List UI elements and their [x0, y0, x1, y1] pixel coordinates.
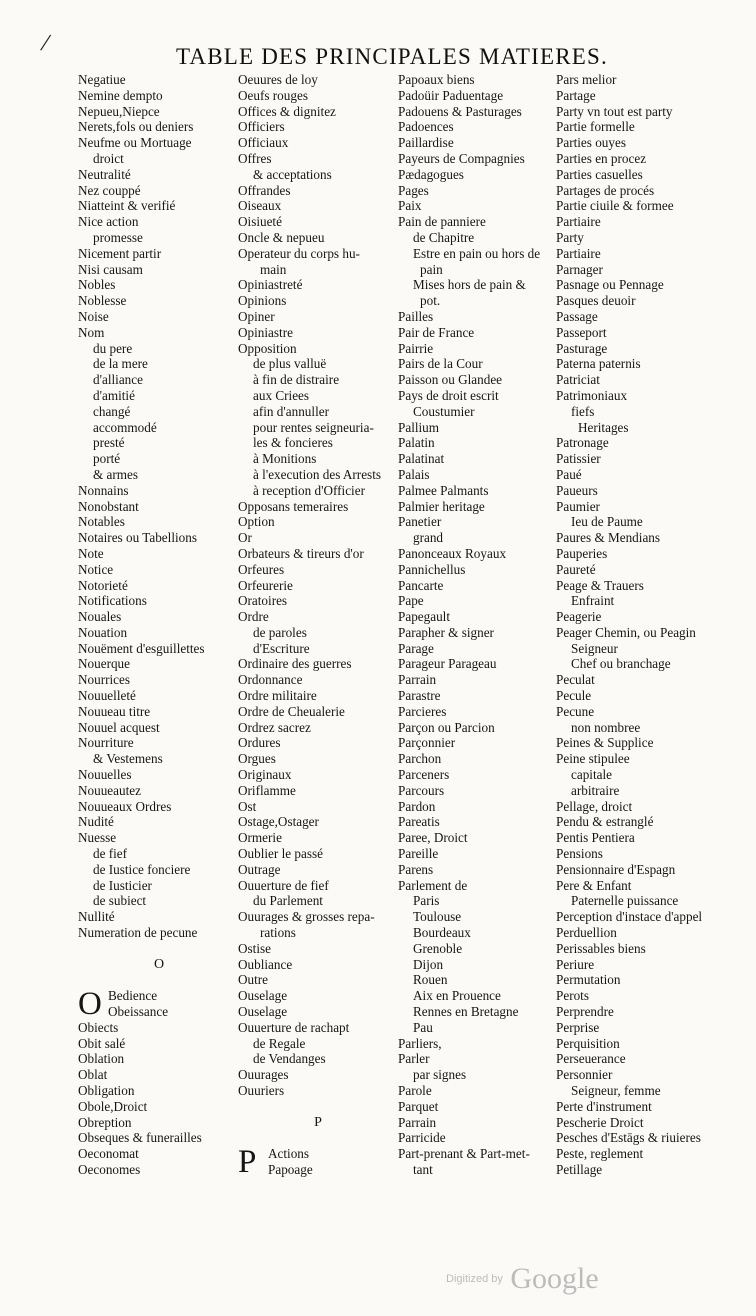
index-entry: Ouuerture de fief — [238, 877, 329, 893]
index-entry: Pesches d'Estāgs & riuieres — [556, 1130, 701, 1146]
index-entry: Papegault — [398, 609, 451, 625]
index-subentry: Coustumier — [413, 403, 475, 419]
index-subentry: capitale — [571, 767, 612, 783]
index-entry: Pars melior — [556, 72, 617, 87]
index-subentry: droict — [93, 150, 124, 166]
index-entry: Paix — [398, 198, 422, 214]
index-entry: Perception d'instace d'appel — [556, 909, 703, 925]
index-entry: Nonobstant — [78, 498, 139, 514]
index-entry: Passage — [556, 308, 598, 324]
index-entry: Partie ciuile & formee — [556, 198, 674, 214]
index-entry: Parricide — [398, 1130, 446, 1146]
index-entry: Ordures — [238, 735, 281, 751]
index-entry: Opiner — [238, 308, 275, 324]
index-entry: Notaires ou Tabellions — [78, 530, 197, 546]
index-subentry: grand — [413, 530, 444, 546]
index-column-4 — [556, 72, 736, 1178]
index-entry: Patrimoniaux — [556, 387, 628, 403]
index-entry: Parens — [398, 861, 434, 877]
spacer — [78, 972, 240, 988]
index-entry: Parquet — [398, 1098, 439, 1114]
index-entry: Ordre — [238, 609, 269, 625]
index-entry: Outrage — [238, 861, 281, 877]
index-entry: Padouens & Pasturages — [398, 103, 522, 119]
index-entry: Palmier heritage — [398, 498, 485, 514]
index-entry: Pape — [398, 593, 424, 609]
index-subentry: Enfraint — [571, 593, 615, 609]
index-entry: Pasturage — [556, 340, 608, 356]
index-entry: Nom — [78, 324, 105, 340]
index-entry: Pays de droit escrit — [398, 387, 499, 403]
index-entry: Pescherie Droict — [556, 1114, 644, 1130]
index-subentry: & Vestemens — [93, 751, 163, 767]
index-subentry: & acceptations — [253, 166, 332, 182]
index-subentry: Estre en pain ou hors de — [413, 245, 541, 261]
index-entry: Offres — [238, 150, 272, 166]
index-entry: Perots — [556, 988, 589, 1004]
index-entry: Ouselage — [238, 1004, 288, 1020]
index-subentry: Paternelle puissance — [571, 893, 679, 909]
index-entry: Obole,Droict — [78, 1098, 148, 1114]
index-entry: Ormerie — [238, 830, 282, 846]
index-column-1 — [78, 72, 240, 1178]
section-letter: O — [153, 956, 165, 972]
digitization-watermark — [446, 1262, 599, 1296]
index-entry: Obiects — [78, 1019, 119, 1035]
index-column-2 — [238, 72, 398, 1181]
index-entry: Partiaire — [556, 214, 601, 230]
index-entry: Ouselage — [238, 988, 288, 1004]
index-entry: Nouerque — [78, 656, 130, 672]
index-entry: Ordre militaire — [238, 688, 317, 704]
index-entry: Party vn tout est party — [556, 103, 673, 119]
index-subentry: tant — [413, 1161, 433, 1177]
index-entry: Opposans temeraires — [238, 498, 349, 514]
index-entry: Pages — [398, 182, 429, 198]
index-subentry: Rennes en Bretagne — [413, 1004, 519, 1020]
index-entry — [78, 1004, 240, 1020]
index-entry: Option — [238, 514, 275, 530]
index-entry: Perseuerance — [556, 1051, 626, 1067]
index-entry: Parastre — [398, 688, 441, 704]
index-entry: Perprise — [556, 1019, 600, 1035]
index-entry: Ost — [238, 798, 257, 814]
index-subentry: Rouen — [413, 972, 448, 988]
index-entry: Part-prenant & Part-met- — [398, 1146, 530, 1162]
index-subentry: porté — [93, 451, 121, 467]
index-entry: Palais — [398, 466, 430, 482]
index-entry: Padoüir Paduentage — [398, 87, 504, 103]
spacer — [78, 941, 240, 957]
index-entry: Papoaux biens — [398, 72, 475, 87]
index-entry: Nicement partir — [78, 245, 162, 261]
index-entry: Opposition — [238, 340, 297, 356]
index-entry: Obseques & funerailles — [78, 1130, 202, 1146]
index-entry: Oblation — [78, 1051, 125, 1067]
index-entry: Ordrez sacrez — [238, 719, 311, 735]
index-entry: Pecune — [556, 703, 595, 719]
index-entry: Oeconomat — [78, 1146, 139, 1162]
index-entry: Paures & Mendians — [556, 530, 661, 546]
index-entry: Pædagogues — [398, 166, 464, 182]
index-entry: Pentis Pentiera — [556, 830, 635, 846]
index-subentry: Dijon — [413, 956, 444, 972]
index-entry: Pairrie — [398, 340, 434, 356]
index-subentry: Paris — [413, 893, 440, 909]
index-entry: Pecule — [556, 688, 592, 704]
index-entry-text: Papoage — [268, 1161, 313, 1177]
spacer — [238, 1099, 398, 1115]
index-entry: Nourrices — [78, 672, 130, 688]
index-entry: Payeurs de Compagnies — [398, 150, 525, 166]
index-subentry: d'amitié — [93, 387, 135, 403]
index-subentry: accommodé — [93, 419, 157, 435]
index-entry: Opiniastre — [238, 324, 293, 340]
index-entry: Nonnains — [78, 482, 129, 498]
index-entry: Nouueaux Ordres — [78, 798, 172, 814]
index-subentry: Ieu de Paume — [571, 514, 643, 530]
index-subentry: fiefs — [571, 403, 595, 419]
index-entry: Nerets,fols ou deniers — [78, 119, 194, 135]
index-subentry: Seigneur, femme — [571, 1083, 661, 1098]
index-entry: Nouueau titre — [78, 703, 151, 719]
index-entry: Peagerie — [556, 609, 602, 625]
index-entry: Patronage — [556, 435, 609, 451]
index-entry: Oublier le passé — [238, 846, 323, 862]
index-entry: Ostage,Ostager — [238, 814, 319, 830]
index-entry: Oriflamme — [238, 782, 296, 798]
index-entry: Outre — [238, 972, 269, 988]
index-entry: Ordinaire des guerres — [238, 656, 352, 672]
index-subentry: à l'execution des Arrests — [253, 466, 381, 482]
watermark-by: Digitized by — [446, 1273, 503, 1285]
index-entry: Offices & dignitez — [238, 103, 336, 119]
page-title: TABLE DES PRINCIPALES MATIERES. — [176, 44, 608, 69]
index-entry: Paree, Droict — [398, 830, 468, 846]
index-subentry: Seigneur — [571, 640, 618, 656]
index-entry: Parceners — [398, 767, 450, 783]
index-subentry: les & foncieres — [253, 435, 333, 451]
index-entry: Patissier — [556, 451, 601, 467]
index-entry: Paué — [556, 466, 582, 482]
index-subentry: de Iustice fonciere — [93, 861, 191, 877]
watermark-brand: Google — [510, 1262, 599, 1295]
index-entry — [238, 1162, 398, 1178]
index-entry: Perprendre — [556, 1004, 614, 1020]
index-subentry: de plus valluë — [253, 356, 327, 372]
index-subentry: du Parlement — [253, 893, 323, 909]
index-entry-text: Bedience — [108, 988, 158, 1004]
index-subentry: Pau — [413, 1019, 433, 1035]
index-entry: Parageur Parageau — [398, 656, 497, 672]
index-entry: Offrandes — [238, 182, 291, 198]
index-entry: Ouurages & grosses repa- — [238, 909, 375, 925]
index-entry: Neufme ou Mortuage — [78, 135, 192, 151]
index-entry: Peage & Trauers — [556, 577, 644, 593]
index-subentry: & armes — [93, 466, 139, 482]
index-entry: Nouueautez — [78, 782, 141, 798]
index-subentry: Heritages — [578, 419, 629, 435]
index-entry: Periure — [556, 956, 595, 972]
index-entry: Nez couppé — [78, 182, 141, 198]
corner-mark: / — [38, 27, 53, 58]
index-entry: Pasnage ou Pennage — [556, 277, 664, 293]
index-entry: Palatin — [398, 435, 435, 451]
index-entry: Paisson ou Glandee — [398, 372, 503, 388]
index-entry: Ouurages — [238, 1067, 289, 1083]
index-entry: Pairs de la Cour — [398, 356, 483, 372]
drop-cap-initial: O — [78, 986, 102, 1023]
index-entry: Palatinat — [398, 451, 445, 467]
index-entry: Partages de procés — [556, 182, 655, 198]
index-entry: Pareatis — [398, 814, 440, 830]
index-entry: Nourriture — [78, 735, 134, 751]
index-entry: Padoences — [398, 119, 454, 135]
index-entry: Paureté — [556, 561, 596, 577]
index-entry: Panetier — [398, 514, 442, 530]
index-subentry: de Chapitre — [413, 229, 475, 245]
drop-cap-initial: P — [238, 1144, 257, 1181]
index-entry: Ouuriers — [238, 1083, 285, 1098]
index-subentry: rations — [260, 925, 296, 941]
index-entry: Paterna paternis — [556, 356, 641, 372]
index-entry: Nouales — [78, 609, 122, 625]
index-entry: Nuesse — [78, 830, 117, 846]
index-entry: Notifications — [78, 593, 147, 609]
index-entry: Perquisition — [556, 1035, 620, 1051]
index-entry: Parler — [398, 1051, 430, 1067]
index-entry: Niatteint & verifié — [78, 198, 176, 214]
index-entry: Parties en procez — [556, 150, 647, 166]
index-entry: Ostise — [238, 940, 271, 956]
index-subentry: d'Escriture — [253, 640, 310, 656]
index-subentry: pain — [420, 261, 443, 277]
index-entry: Perte d'instrument — [556, 1098, 652, 1114]
index-entry: Pallium — [398, 419, 440, 435]
index-entry: Oncle & nepueu — [238, 229, 325, 245]
index-entry: Partiaire — [556, 245, 601, 261]
index-entry: Perduellion — [556, 925, 617, 941]
index-entry-text: Obeissance — [108, 1004, 169, 1020]
index-entry: Patriciat — [556, 372, 600, 388]
index-subentry: de Vendanges — [253, 1051, 326, 1067]
index-entry: Pain de panniere — [398, 214, 486, 230]
index-entry: Parçonnier — [398, 735, 456, 751]
index-entry: Pailles — [398, 308, 434, 324]
index-entry: Peste, reglement — [556, 1146, 644, 1162]
index-entry: Orfeurerie — [238, 577, 293, 593]
index-subentry: Grenoble — [413, 940, 463, 956]
index-subentry: à reception d'Officier — [253, 482, 365, 498]
index-entry: Oiseaux — [238, 198, 282, 214]
index-subentry: promesse — [93, 229, 143, 245]
index-entry: Officiers — [238, 119, 285, 135]
index-entry: Pere & Enfant — [556, 877, 632, 893]
index-subentry: de paroles — [253, 624, 307, 640]
index-entry: Nouuelleté — [78, 688, 136, 704]
index-entry: Notables — [78, 514, 125, 530]
index-subentry: Bourdeaux — [413, 925, 471, 941]
index-entry: Ouuerture de rachapt — [238, 1019, 350, 1035]
index-entry: Obreption — [78, 1114, 132, 1130]
index-subentry: Aix en Prouence — [413, 988, 501, 1004]
index-entry: Oratoires — [238, 593, 288, 609]
index-entry: Parliers, — [398, 1035, 442, 1051]
index-entry: Notorieté — [78, 577, 128, 593]
index-entry: Parnager — [556, 261, 603, 277]
index-entry: Partie formelle — [556, 119, 635, 135]
index-subentry: de la mere — [93, 356, 148, 372]
index-entry: Parlement de — [398, 877, 468, 893]
index-entry: Peines & Supplice — [556, 735, 654, 751]
index-entry: Operateur du corps hu- — [238, 245, 360, 261]
index-entry: Pensionnaire d'Espagn — [556, 861, 676, 877]
index-entry: Parrain — [398, 1114, 437, 1130]
index-entry: Numeration de pecune — [78, 925, 198, 941]
index-subentry: arbitraire — [571, 782, 620, 798]
index-entry: Oubliance — [238, 956, 293, 972]
index-entry: Parchon — [398, 751, 442, 767]
index-entry: Parties ouyes — [556, 135, 626, 151]
index-entry: Nepueu,Niepce — [78, 103, 160, 119]
index-subentry: à fin de distraire — [253, 372, 340, 388]
index-subentry: aux Criees — [253, 387, 310, 403]
index-entry: Obit salé — [78, 1035, 126, 1051]
index-entry: Nisi causam — [78, 261, 143, 277]
index-entry: Officiaux — [238, 135, 289, 151]
index-subentry: presté — [93, 435, 125, 451]
index-subentry: main — [260, 261, 287, 277]
index-entry: Permutation — [556, 972, 621, 988]
index-entry: Nouuel acquest — [78, 719, 160, 735]
index-entry: Parage — [398, 640, 434, 656]
index-subentry: de Regale — [253, 1035, 306, 1051]
section-letter: P — [314, 1114, 322, 1130]
index-entry: Peine stipulee — [556, 751, 630, 767]
index-subentry: à Monitions — [253, 451, 317, 467]
index-entry: Nouation — [78, 624, 128, 640]
index-subentry: pot. — [420, 293, 441, 309]
index-entry: Parcours — [398, 782, 445, 798]
index-entry: Pasques deuoir — [556, 293, 636, 309]
index-entry: Nouëment d'esguillettes — [78, 640, 205, 656]
index-subentry: d'alliance — [93, 372, 143, 388]
index-entry: Oisiueté — [238, 214, 282, 230]
index-subentry: pour rentes seigneuria- — [253, 419, 374, 435]
index-entry: Parcieres — [398, 703, 447, 719]
index-entry: Peager Chemin, ou Peagin — [556, 624, 696, 640]
index-entry: Partage — [556, 87, 596, 103]
index-entry: Pareille — [398, 846, 439, 862]
index-subentry: non nombree — [571, 719, 641, 735]
index-entry: Noise — [78, 308, 109, 324]
index-entry: Oeconomes — [78, 1161, 141, 1177]
index-entry: Panonceaux Royaux — [398, 545, 507, 561]
index-subentry: changé — [93, 403, 131, 419]
index-column-3 — [398, 72, 556, 1178]
index-entry: Parapher & signer — [398, 624, 494, 640]
index-entry: Noblesse — [78, 293, 127, 309]
index-entry-text: Actions — [268, 1146, 310, 1162]
index-entry: Parçon ou Parcion — [398, 719, 495, 735]
index-entry: Orgues — [238, 751, 276, 767]
index-entry: Originaux — [238, 767, 292, 783]
index-subentry: par signes — [413, 1067, 467, 1083]
index-entry: Notice — [78, 561, 114, 577]
index-entry: Party — [556, 229, 584, 245]
index-entry: Orbateurs & tireurs d'or — [238, 545, 364, 561]
index-entry: Nouuelles — [78, 767, 132, 783]
index-entry: Peculat — [556, 672, 595, 688]
index-entry: Note — [78, 545, 104, 561]
index-entry: Oblat — [78, 1067, 108, 1083]
index-entry: Or — [238, 530, 252, 546]
index-entry: Paueurs — [556, 482, 598, 498]
index-entry: Perissables biens — [556, 940, 646, 956]
index-entry: Oeuures de loy — [238, 72, 318, 87]
index-entry: Ordonnance — [238, 672, 303, 688]
index-subentry: de fief — [93, 846, 128, 862]
index-entry: Nudité — [78, 814, 114, 830]
index-entry: Parole — [398, 1083, 432, 1098]
index-entry: Oeufs rouges — [238, 87, 308, 103]
index-entry: Nobles — [78, 277, 116, 293]
index-entry: Pellage, droict — [556, 798, 633, 814]
index-entry: Pancarte — [398, 577, 444, 593]
index-entry: Pair de France — [398, 324, 475, 340]
index-subentry: afin d'annuller — [253, 403, 329, 419]
index-subentry: Mises hors de pain & — [413, 277, 526, 293]
index-entry: Negatiue — [78, 72, 126, 87]
index-subentry: Toulouse — [413, 909, 462, 925]
index-entry: Opinions — [238, 293, 287, 309]
index-entry: Petillage — [556, 1161, 603, 1177]
index-entry: Passeport — [556, 324, 607, 340]
index-subentry: du pere — [93, 340, 133, 356]
index-entry: Pendu & estranglé — [556, 814, 654, 830]
index-entry: Pannichellus — [398, 561, 466, 577]
index-entry: Palmee Palmants — [398, 482, 489, 498]
spacer — [238, 1130, 398, 1146]
index-subentry: Chef ou branchage — [571, 656, 671, 672]
index-entry: Pauperies — [556, 545, 608, 561]
index-entry: Pardon — [398, 798, 436, 814]
index-subentry: de subiect — [93, 893, 147, 909]
index-entry: Neutralité — [78, 166, 131, 182]
index-entry: Nullité — [78, 909, 115, 925]
index-subentry: de Iusticier — [93, 877, 152, 893]
index-entry: Personnier — [556, 1067, 613, 1083]
index-entry: Opiniastreté — [238, 277, 303, 293]
index-entry: Ordre de Cheualerie — [238, 703, 345, 719]
index-entry: Obligation — [78, 1083, 135, 1098]
index-entry: Paillardise — [398, 135, 454, 151]
index-entry: Paumier — [556, 498, 600, 514]
index-entry: Pensions — [556, 846, 603, 862]
index-entry: Nice action — [78, 214, 139, 230]
index-entry: Nemine dempto — [78, 87, 163, 103]
index-entry: Parties casuelles — [556, 166, 643, 182]
index-entry: Parrain — [398, 672, 437, 688]
index-entry: Orfeures — [238, 561, 285, 577]
